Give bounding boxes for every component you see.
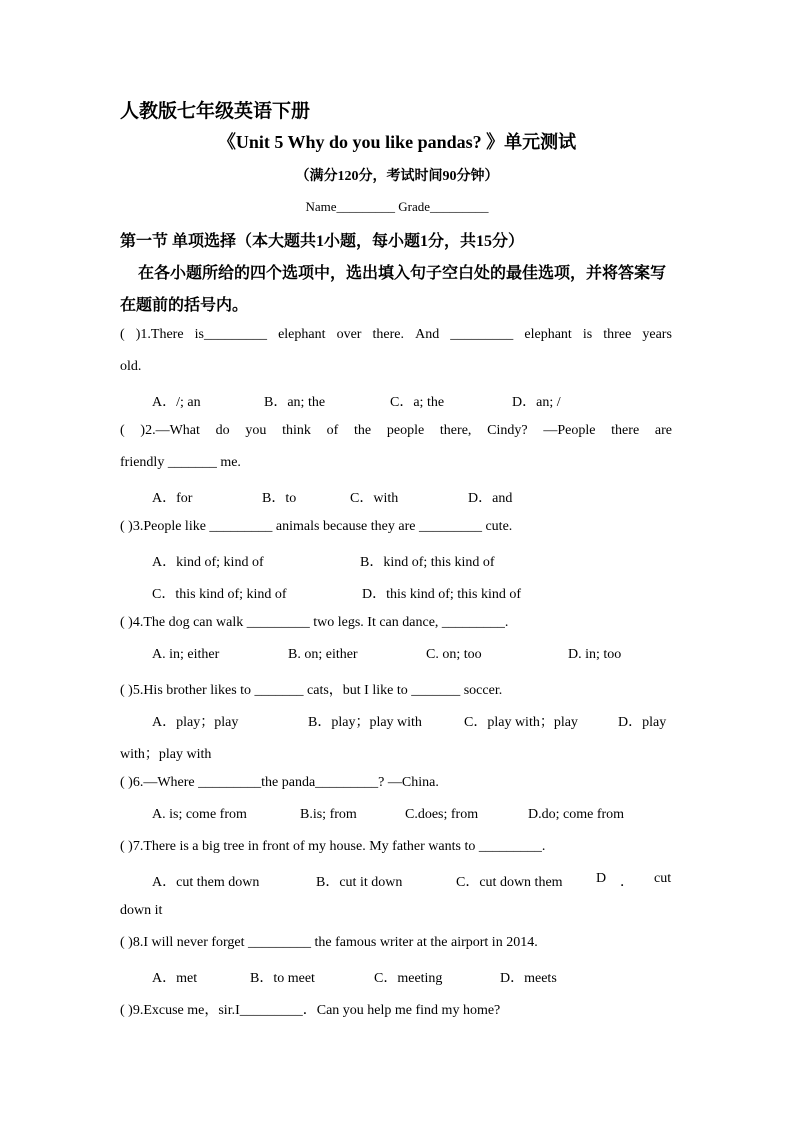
- question-1-option-b: B．an; the: [264, 395, 326, 410]
- question-8-stem: ( )8.I will never forget _________ the famous writer at the airport in 2014.: [120, 935, 538, 950]
- question-1-stem: [120, 327, 672, 343]
- question-5-option-d-cont: with；play with: [120, 747, 212, 762]
- question-6-option-c: C.does; from: [405, 807, 479, 822]
- q1-word: three: [603, 327, 632, 342]
- name-grade-line: Name_________ Grade_________: [305, 199, 489, 214]
- q2-word: —People: [543, 423, 596, 438]
- q1-word: is_________: [194, 327, 267, 342]
- question-4-option-c: C. on; too: [426, 647, 482, 662]
- question-3-option-c: C．this kind of; kind of: [152, 587, 287, 602]
- question-1-option-d: D．an; /: [512, 395, 561, 410]
- question-7-option-d-letter: D: [596, 871, 607, 886]
- question-4-option-a: A. in; either: [152, 647, 220, 662]
- q1-word: is: [582, 327, 593, 342]
- question-5-stem: ( )5.His brother likes to _______ cats，but I like to _______ soccer.: [120, 683, 503, 698]
- q2-word: (: [120, 423, 125, 438]
- q1-word: years: [642, 327, 672, 342]
- question-8-option-d: D．meets: [500, 971, 557, 986]
- q1-word: (: [120, 327, 125, 342]
- question-1-stem-cont: old.: [120, 359, 142, 374]
- question-3-option-d: D．this kind of; this kind of: [362, 587, 522, 602]
- q2-word: Cindy?: [487, 423, 528, 438]
- question-5-option-c: C．play with；play: [464, 715, 578, 730]
- q1-word: )1.There: [135, 327, 184, 342]
- instruction-line-1: 在各小题所给的四个选项中，选出填入句子空白处的最佳选项，并将答案写: [138, 265, 667, 282]
- question-7-option-d-word: cut: [654, 871, 672, 886]
- question-2-option-b: B．to: [262, 491, 297, 506]
- question-7-option-c: C．cut down them: [456, 875, 563, 890]
- question-8-option-b: B．to meet: [250, 971, 315, 986]
- q2-word: the: [354, 423, 372, 438]
- question-3-option-b: B．kind of; this kind of: [360, 555, 495, 570]
- q2-word: )2.—What: [140, 423, 200, 438]
- question-9-stem: ( )9.Excuse me，sir.I_________．Can you help me find my home?: [120, 1003, 501, 1018]
- q2-word: people: [386, 423, 425, 438]
- q1-word: over: [336, 327, 362, 342]
- question-3-stem: ( )3.People like _________ animals because they are _________ cute.: [120, 519, 513, 534]
- q1-word: elephant: [278, 327, 326, 342]
- question-7-option-d-dot: ．: [620, 875, 634, 890]
- question-1-option-c: C．a; the: [390, 395, 445, 410]
- instruction-line-2: 在题前的括号内。: [120, 297, 249, 314]
- question-7-option-d-cont: down it: [120, 903, 163, 918]
- question-7-option-a: A．cut them down: [152, 875, 260, 890]
- question-2-stem: [120, 423, 672, 439]
- q2-word: do: [215, 423, 230, 438]
- question-3-option-a: A．kind of; kind of: [152, 555, 264, 570]
- question-8-option-c: C．meeting: [374, 971, 443, 986]
- question-5-option-a: A．play；play: [152, 715, 239, 730]
- question-7-option-b: B．cut it down: [316, 875, 403, 890]
- question-2-stem-cont: friendly _______ me.: [120, 455, 241, 470]
- question-4-option-d: D. in; too: [568, 647, 622, 662]
- question-6-stem: ( )6.—Where _________the panda_________? —China.: [120, 775, 439, 790]
- question-6-option-b: B.is; from: [300, 807, 357, 822]
- question-2-option-a: A．for: [152, 491, 193, 506]
- question-2-option-d: D．and: [468, 491, 513, 506]
- question-1-option-a: A．/; an: [152, 395, 201, 410]
- score-time-note: （满分120分，考试时间90分钟）: [295, 169, 499, 184]
- document-title: 人教版七年级英语下册: [120, 101, 311, 122]
- q2-word: of: [326, 423, 339, 438]
- question-7-stem: ( )7.There is a big tree in front of my house. My father wants to _________.: [120, 839, 546, 854]
- question-6-option-a: A. is; come from: [152, 807, 247, 822]
- q2-word: think: [282, 423, 311, 438]
- document-subtitle: 《Unit 5 Why do you like pandas? 》单元测试: [217, 132, 577, 152]
- q1-word: elephant: [524, 327, 572, 342]
- question-4-stem: ( )4.The dog can walk _________ two legs. It can dance, _________.: [120, 615, 509, 630]
- question-5-option-d: D．play: [618, 715, 667, 730]
- q2-word: there,: [439, 423, 472, 438]
- question-6-option-d: D.do; come from: [528, 807, 625, 822]
- q2-word: are: [654, 423, 672, 438]
- section-title: 第一节 单项选择（本大题共1小题，每小题1分，共15分）: [120, 233, 525, 250]
- q2-word: you: [245, 423, 267, 438]
- question-5-option-b: B．play；play with: [308, 715, 422, 730]
- q1-word: there.: [372, 327, 405, 342]
- q1-word: _________: [450, 327, 514, 342]
- question-8-option-a: A．met: [152, 971, 198, 986]
- question-2-option-c: C．with: [350, 491, 399, 506]
- q1-word: And: [415, 327, 440, 342]
- question-4-option-b: B. on; either: [288, 647, 358, 662]
- q2-word: there: [611, 423, 640, 438]
